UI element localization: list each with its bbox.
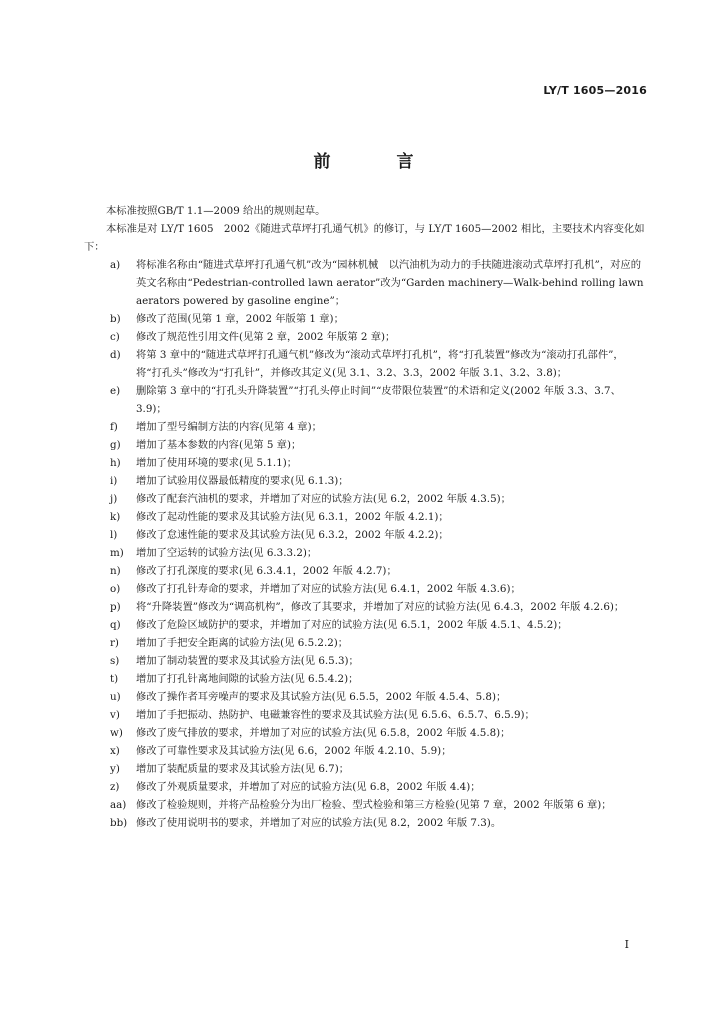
list-item-label: aa) xyxy=(110,799,127,811)
list-item-text: 增加了型号编制方法的内容(见第 4 章)； xyxy=(136,421,322,433)
list-item xyxy=(84,796,648,814)
foreword-body xyxy=(84,202,648,832)
list-item xyxy=(84,508,648,526)
list-item xyxy=(84,670,648,688)
list-item xyxy=(84,778,648,796)
list-item-text: 增加了打孔针离地间隙的试验方法(见 6.5.4.2)； xyxy=(136,673,359,685)
list-item xyxy=(84,562,648,580)
standard-code: LY/T 1605—2016 xyxy=(543,84,647,97)
list-item xyxy=(84,652,648,670)
list-item xyxy=(84,490,648,508)
list-item-label: d) xyxy=(110,349,121,361)
list-item-text: 修改了检验规则，并将产品检验分为出厂检验、型式检验和第三方检验(见第 7 章，2002 年版第 6 章)； xyxy=(136,799,612,811)
list-item-text: 增加了使用环境的要求(见 5.1.1)； xyxy=(136,457,298,469)
list-item-label: l) xyxy=(110,529,118,541)
list-item-label: w) xyxy=(110,727,123,739)
list-item-label: j) xyxy=(110,493,118,505)
list-item xyxy=(84,418,648,436)
change-list xyxy=(84,256,648,832)
list-item-text: 修改了可靠性要求及其试验方法(见 6.6，2002 年版 4.2.10、5.9)； xyxy=(136,745,452,757)
list-item xyxy=(84,634,648,652)
list-item xyxy=(84,580,648,598)
list-item-text: 增加了制动装置的要求及其试验方法(见 6.5.3)； xyxy=(136,655,359,667)
list-item-label: z) xyxy=(110,781,120,793)
list-item-label: h) xyxy=(110,457,121,469)
list-item xyxy=(84,706,648,724)
list-item-text: 修改了废气排放的要求，并增加了对应的试验方法(见 6.5.8，2002 年版 4.5.8)； xyxy=(136,727,511,739)
list-item xyxy=(84,256,648,310)
list-item-text: 增加了试验用仪器最低精度的要求(见 6.1.3)； xyxy=(136,475,349,487)
list-item-label: p) xyxy=(110,601,121,613)
list-item xyxy=(84,472,648,490)
list-item xyxy=(84,616,648,634)
list-item-label: v) xyxy=(110,709,120,721)
list-item-text: 修改了规范性引用文件(见第 2 章，2002 年版第 2 章)； xyxy=(136,331,396,343)
list-item xyxy=(84,544,648,562)
list-item-text: 修改了范围(见第 1 章，2002 年版第 1 章)； xyxy=(136,313,344,325)
list-item-text: 将“升降装置”修改为“调高机构”，修改了其要求，并增加了对应的试验方法(见 6.4.3，2002 年版 4.2.6)； xyxy=(136,601,625,613)
list-item xyxy=(84,310,648,328)
list-item-label: o) xyxy=(110,583,121,595)
list-item xyxy=(84,724,648,742)
list-item xyxy=(84,814,648,832)
list-item-label: q) xyxy=(110,619,121,631)
intro-paragraph-1: 本标准按照GB/T 1.1—2009 给出的规则起草。 xyxy=(106,205,326,217)
list-item xyxy=(84,526,648,544)
list-item-text: 增加了手把振动、热防护、电磁兼容性的要求及其试验方法(见 6.5.6、6.5.7、6.5.9)； xyxy=(136,709,535,721)
list-item-text: 修改了操作者耳旁噪声的要求及其试验方法(见 6.5.5，2002 年版 4.5.4、5.8)； xyxy=(136,691,507,703)
list-item-label: s) xyxy=(110,655,120,667)
list-item-label: n) xyxy=(110,565,121,577)
list-item-label: g) xyxy=(110,439,121,451)
list-item-label: y) xyxy=(110,763,120,775)
page-number: I xyxy=(624,938,629,951)
list-item-text: 增加了空运转的试验方法(见 6.3.3.2)； xyxy=(136,547,318,559)
list-item-text: 将第 3 章中的“随进式草坪打孔通气机”修改为“滚动式草坪打孔机”，将“打孔装置”修改为“滚动打孔部件”，将“打孔头”修改为“打孔针”，并修改其定义(见 3.1、3.2、3.3，2002 年版 3.1、3.2、3.8)； xyxy=(136,349,624,379)
list-item-text: 修改了打孔针寿命的要求，并增加了对应的试验方法(见 6.4.1，2002 年版 4.3.6)； xyxy=(136,583,521,595)
list-item-label: x) xyxy=(110,745,120,757)
list-item-label: b) xyxy=(110,313,121,325)
list-item-label: u) xyxy=(110,691,121,703)
list-item-text: 修改了怠速性能的要求及其试验方法(见 6.3.2，2002 年版 4.2.2)； xyxy=(136,529,449,541)
list-item xyxy=(84,598,648,616)
list-item-label: r) xyxy=(110,637,119,649)
list-item-text: 增加了手把安全距离的试验方法(见 6.5.2.2)； xyxy=(136,637,349,649)
list-item xyxy=(84,688,648,706)
list-item xyxy=(84,760,648,778)
list-item xyxy=(84,382,648,418)
list-item-label: i) xyxy=(110,475,118,487)
list-item-label: t) xyxy=(110,673,119,685)
list-item-label: k) xyxy=(110,511,121,523)
list-item-text: 修改了危险区域防护的要求，并增加了对应的试验方法(见 6.5.1，2002 年版 4.5.1、4.5.2)； xyxy=(136,619,568,631)
list-item-label: bb) xyxy=(110,817,128,829)
list-item-text: 将标准名称由“随进式草坪打孔通气机”改为“园林机械 以汽油机为动力的手扶随进滚动式草坪打孔机”，对应的英文名称由“Pedestrian-controlled lawn aerator”改为“Garden machinery—Walk-behind rolling lawn aerators powered by gasoline engine”； xyxy=(136,259,644,307)
list-item-label: e) xyxy=(110,385,121,397)
list-item-text: 修改了使用说明书的要求，并增加了对应的试验方法(见 8.2，2002 年版 7.3)。 xyxy=(136,817,502,829)
list-item-text: 修改了起动性能的要求及其试验方法(见 6.3.1，2002 年版 4.2.1)； xyxy=(136,511,449,523)
list-item-text: 修改了外观质量要求，并增加了对应的试验方法(见 6.8，2002 年版 4.4)； xyxy=(136,781,481,793)
list-item-text: 修改了打孔深度的要求(见 6.3.4.1，2002 年版 4.2.7)； xyxy=(136,565,397,577)
list-item-text: 增加了装配质量的要求及其试验方法(见 6.7)； xyxy=(136,763,350,775)
list-item-text: 修改了配套汽油机的要求，并增加了对应的试验方法(见 6.2，2002 年版 4.3.5)； xyxy=(136,493,511,505)
list-item xyxy=(84,454,648,472)
list-item-text: 删除第 3 章中的“打孔头升降装置”“打孔头停止时间”“皮带限位装置”的术语和定义(2002 年版 3.3、3.7、3.9)； xyxy=(136,385,621,415)
list-item-text: 增加了基本参数的内容(见第 5 章)； xyxy=(136,439,302,451)
page-title: 前 言 xyxy=(313,152,444,172)
list-item xyxy=(84,346,648,382)
list-item-label: f) xyxy=(110,421,118,433)
list-item xyxy=(84,436,648,454)
list-item xyxy=(84,742,648,760)
list-item-label: a) xyxy=(110,259,121,271)
intro-paragraph-2: 本标准是对 LY/T 1605 2002《随进式草坪打孔通气机》的修订，与 LY/T 1605—2002 相比，主要技术内容变化如下： xyxy=(84,223,645,253)
list-item xyxy=(84,328,648,346)
list-item-label: c) xyxy=(110,331,120,343)
list-item-label: m) xyxy=(110,547,124,559)
